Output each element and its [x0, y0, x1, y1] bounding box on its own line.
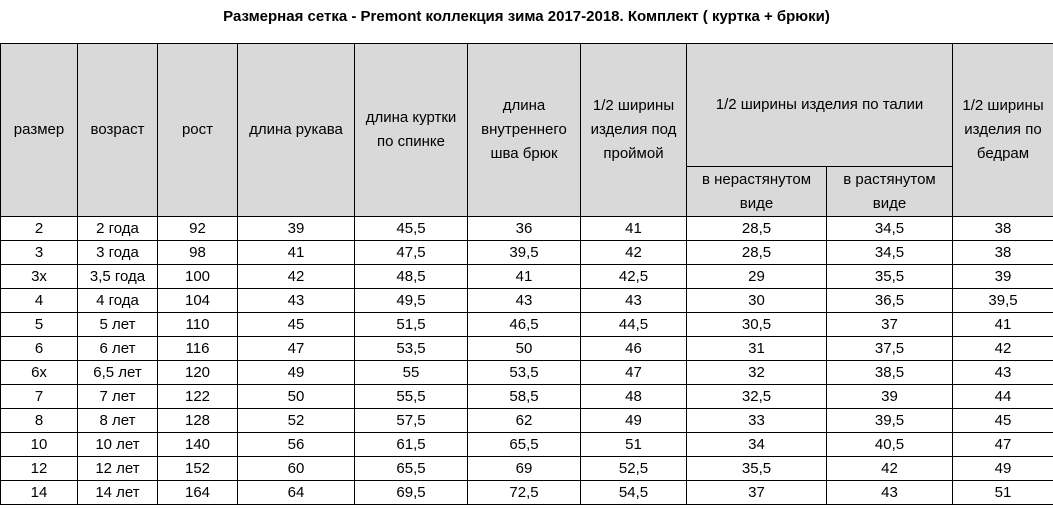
cell-jacket-back: 47,5: [355, 241, 468, 265]
cell-waist-unstretched: 30: [687, 289, 827, 313]
cell-jacket-back: 51,5: [355, 313, 468, 337]
cell-height: 92: [158, 217, 238, 241]
cell-half-armhole: 41: [581, 217, 687, 241]
cell-age: 12 лет: [78, 457, 158, 481]
table-row: [1, 361, 1053, 385]
table-row: [1, 217, 1053, 241]
cell-age: 6 лет: [78, 337, 158, 361]
cell-age: 3,5 года: [78, 265, 158, 289]
cell-half-armhole: 46: [581, 337, 687, 361]
cell-waist-unstretched: 28,5: [687, 217, 827, 241]
cell-waist-unstretched: 32,5: [687, 385, 827, 409]
cell-age: 10 лет: [78, 433, 158, 457]
cell-half-armhole: 44,5: [581, 313, 687, 337]
cell-waist-unstretched: 29: [687, 265, 827, 289]
cell-waist-stretched: 34,5: [827, 217, 953, 241]
cell-inseam: 41: [468, 265, 581, 289]
table-row: [1, 265, 1053, 289]
cell-waist-stretched: 40,5: [827, 433, 953, 457]
table-row: [1, 409, 1053, 433]
cell-half-hips: 39,5: [953, 289, 1053, 313]
cell-half-armhole: 54,5: [581, 481, 687, 505]
cell-waist-unstretched: 34: [687, 433, 827, 457]
cell-age: 6,5 лет: [78, 361, 158, 385]
cell-inseam: 50: [468, 337, 581, 361]
page-title: Размерная сетка - Premont коллекция зима 2017-2018. Комплект ( куртка + брюки): [223, 8, 830, 25]
size-chart-table: [0, 43, 1053, 505]
cell-sleeve: 43: [238, 289, 355, 313]
cell-sleeve: 64: [238, 481, 355, 505]
cell-inseam: 43: [468, 289, 581, 313]
cell-half-armhole: 43: [581, 289, 687, 313]
cell-waist-unstretched: 35,5: [687, 457, 827, 481]
header-height: рост: [158, 44, 238, 217]
cell-sleeve: 39: [238, 217, 355, 241]
header-age: возраст: [78, 44, 158, 217]
cell-jacket-back: 45,5: [355, 217, 468, 241]
cell-age: 4 года: [78, 289, 158, 313]
cell-waist-stretched: 34,5: [827, 241, 953, 265]
cell-half-armhole: 52,5: [581, 457, 687, 481]
cell-half-hips: 49: [953, 457, 1053, 481]
cell-half-hips: 44: [953, 385, 1053, 409]
cell-inseam: 69: [468, 457, 581, 481]
cell-size: 6х: [1, 361, 78, 385]
cell-sleeve: 60: [238, 457, 355, 481]
cell-inseam: 62: [468, 409, 581, 433]
table-row: [1, 481, 1053, 505]
header-waist-unstretched: в нерастянутом виде: [687, 167, 827, 217]
cell-half-hips: 41: [953, 313, 1053, 337]
cell-jacket-back: 48,5: [355, 265, 468, 289]
cell-sleeve: 49: [238, 361, 355, 385]
cell-sleeve: 50: [238, 385, 355, 409]
cell-size: 2: [1, 217, 78, 241]
table-row: [1, 385, 1053, 409]
table-row: [1, 433, 1053, 457]
cell-waist-stretched: 38,5: [827, 361, 953, 385]
cell-age: 7 лет: [78, 385, 158, 409]
cell-half-hips: 47: [953, 433, 1053, 457]
cell-height: 120: [158, 361, 238, 385]
cell-waist-stretched: 39,5: [827, 409, 953, 433]
cell-jacket-back: 61,5: [355, 433, 468, 457]
cell-inseam: 72,5: [468, 481, 581, 505]
header-waist-stretched: в растянутом виде: [827, 167, 953, 217]
cell-size: 3х: [1, 265, 78, 289]
cell-waist-unstretched: 31: [687, 337, 827, 361]
cell-half-hips: 39: [953, 265, 1053, 289]
cell-jacket-back: 69,5: [355, 481, 468, 505]
cell-height: 100: [158, 265, 238, 289]
cell-size: 12: [1, 457, 78, 481]
cell-waist-unstretched: 33: [687, 409, 827, 433]
cell-waist-stretched: 36,5: [827, 289, 953, 313]
cell-half-armhole: 42: [581, 241, 687, 265]
cell-height: 128: [158, 409, 238, 433]
header-half-waist-width: 1/2 ширины изделия по талии: [687, 44, 953, 167]
cell-height: 98: [158, 241, 238, 265]
cell-waist-unstretched: 37: [687, 481, 827, 505]
cell-size: 14: [1, 481, 78, 505]
cell-waist-stretched: 37,5: [827, 337, 953, 361]
cell-inseam: 39,5: [468, 241, 581, 265]
cell-age: 3 года: [78, 241, 158, 265]
table-header: [1, 44, 1053, 217]
header-trouser-inseam: длина внутреннего шва брюк: [468, 44, 581, 217]
cell-half-hips: 51: [953, 481, 1053, 505]
cell-sleeve: 56: [238, 433, 355, 457]
cell-half-hips: 42: [953, 337, 1053, 361]
cell-half-armhole: 51: [581, 433, 687, 457]
cell-sleeve: 42: [238, 265, 355, 289]
cell-size: 8: [1, 409, 78, 433]
table-row: [1, 289, 1053, 313]
header-jacket-back-length: длина куртки по спинке: [355, 44, 468, 217]
cell-height: 104: [158, 289, 238, 313]
cell-age: 2 года: [78, 217, 158, 241]
cell-waist-stretched: 43: [827, 481, 953, 505]
cell-half-armhole: 47: [581, 361, 687, 385]
header-size: размер: [1, 44, 78, 217]
cell-waist-unstretched: 30,5: [687, 313, 827, 337]
cell-height: 152: [158, 457, 238, 481]
table-row: [1, 457, 1053, 481]
header-half-armhole-width: 1/2 ширины изделия под проймой: [581, 44, 687, 217]
cell-size: 5: [1, 313, 78, 337]
cell-half-hips: 45: [953, 409, 1053, 433]
cell-inseam: 58,5: [468, 385, 581, 409]
table-row: [1, 337, 1053, 361]
cell-size: 6: [1, 337, 78, 361]
cell-height: 122: [158, 385, 238, 409]
cell-jacket-back: 65,5: [355, 457, 468, 481]
header-half-hip-width: 1/2 ширины изделия по бедрам: [953, 44, 1053, 217]
table-row: [1, 241, 1053, 265]
table-body: [1, 217, 1053, 505]
table-row: [1, 313, 1053, 337]
cell-sleeve: 41: [238, 241, 355, 265]
cell-half-hips: 43: [953, 361, 1053, 385]
cell-height: 110: [158, 313, 238, 337]
header-sleeve-length: длина рукава: [238, 44, 355, 217]
cell-waist-unstretched: 32: [687, 361, 827, 385]
cell-inseam: 46,5: [468, 313, 581, 337]
cell-waist-stretched: 37: [827, 313, 953, 337]
cell-height: 140: [158, 433, 238, 457]
cell-sleeve: 45: [238, 313, 355, 337]
cell-age: 5 лет: [78, 313, 158, 337]
cell-size: 3: [1, 241, 78, 265]
cell-jacket-back: 49,5: [355, 289, 468, 313]
cell-size: 7: [1, 385, 78, 409]
cell-sleeve: 47: [238, 337, 355, 361]
cell-half-armhole: 42,5: [581, 265, 687, 289]
cell-inseam: 53,5: [468, 361, 581, 385]
cell-age: 14 лет: [78, 481, 158, 505]
cell-age: 8 лет: [78, 409, 158, 433]
cell-size: 10: [1, 433, 78, 457]
cell-size: 4: [1, 289, 78, 313]
cell-height: 116: [158, 337, 238, 361]
cell-sleeve: 52: [238, 409, 355, 433]
cell-waist-stretched: 39: [827, 385, 953, 409]
cell-half-hips: 38: [953, 217, 1053, 241]
cell-jacket-back: 55: [355, 361, 468, 385]
cell-jacket-back: 57,5: [355, 409, 468, 433]
cell-waist-stretched: 42: [827, 457, 953, 481]
cell-jacket-back: 55,5: [355, 385, 468, 409]
cell-half-armhole: 49: [581, 409, 687, 433]
cell-half-hips: 38: [953, 241, 1053, 265]
cell-inseam: 36: [468, 217, 581, 241]
cell-height: 164: [158, 481, 238, 505]
cell-half-armhole: 48: [581, 385, 687, 409]
cell-waist-stretched: 35,5: [827, 265, 953, 289]
cell-jacket-back: 53,5: [355, 337, 468, 361]
cell-waist-unstretched: 28,5: [687, 241, 827, 265]
cell-inseam: 65,5: [468, 433, 581, 457]
